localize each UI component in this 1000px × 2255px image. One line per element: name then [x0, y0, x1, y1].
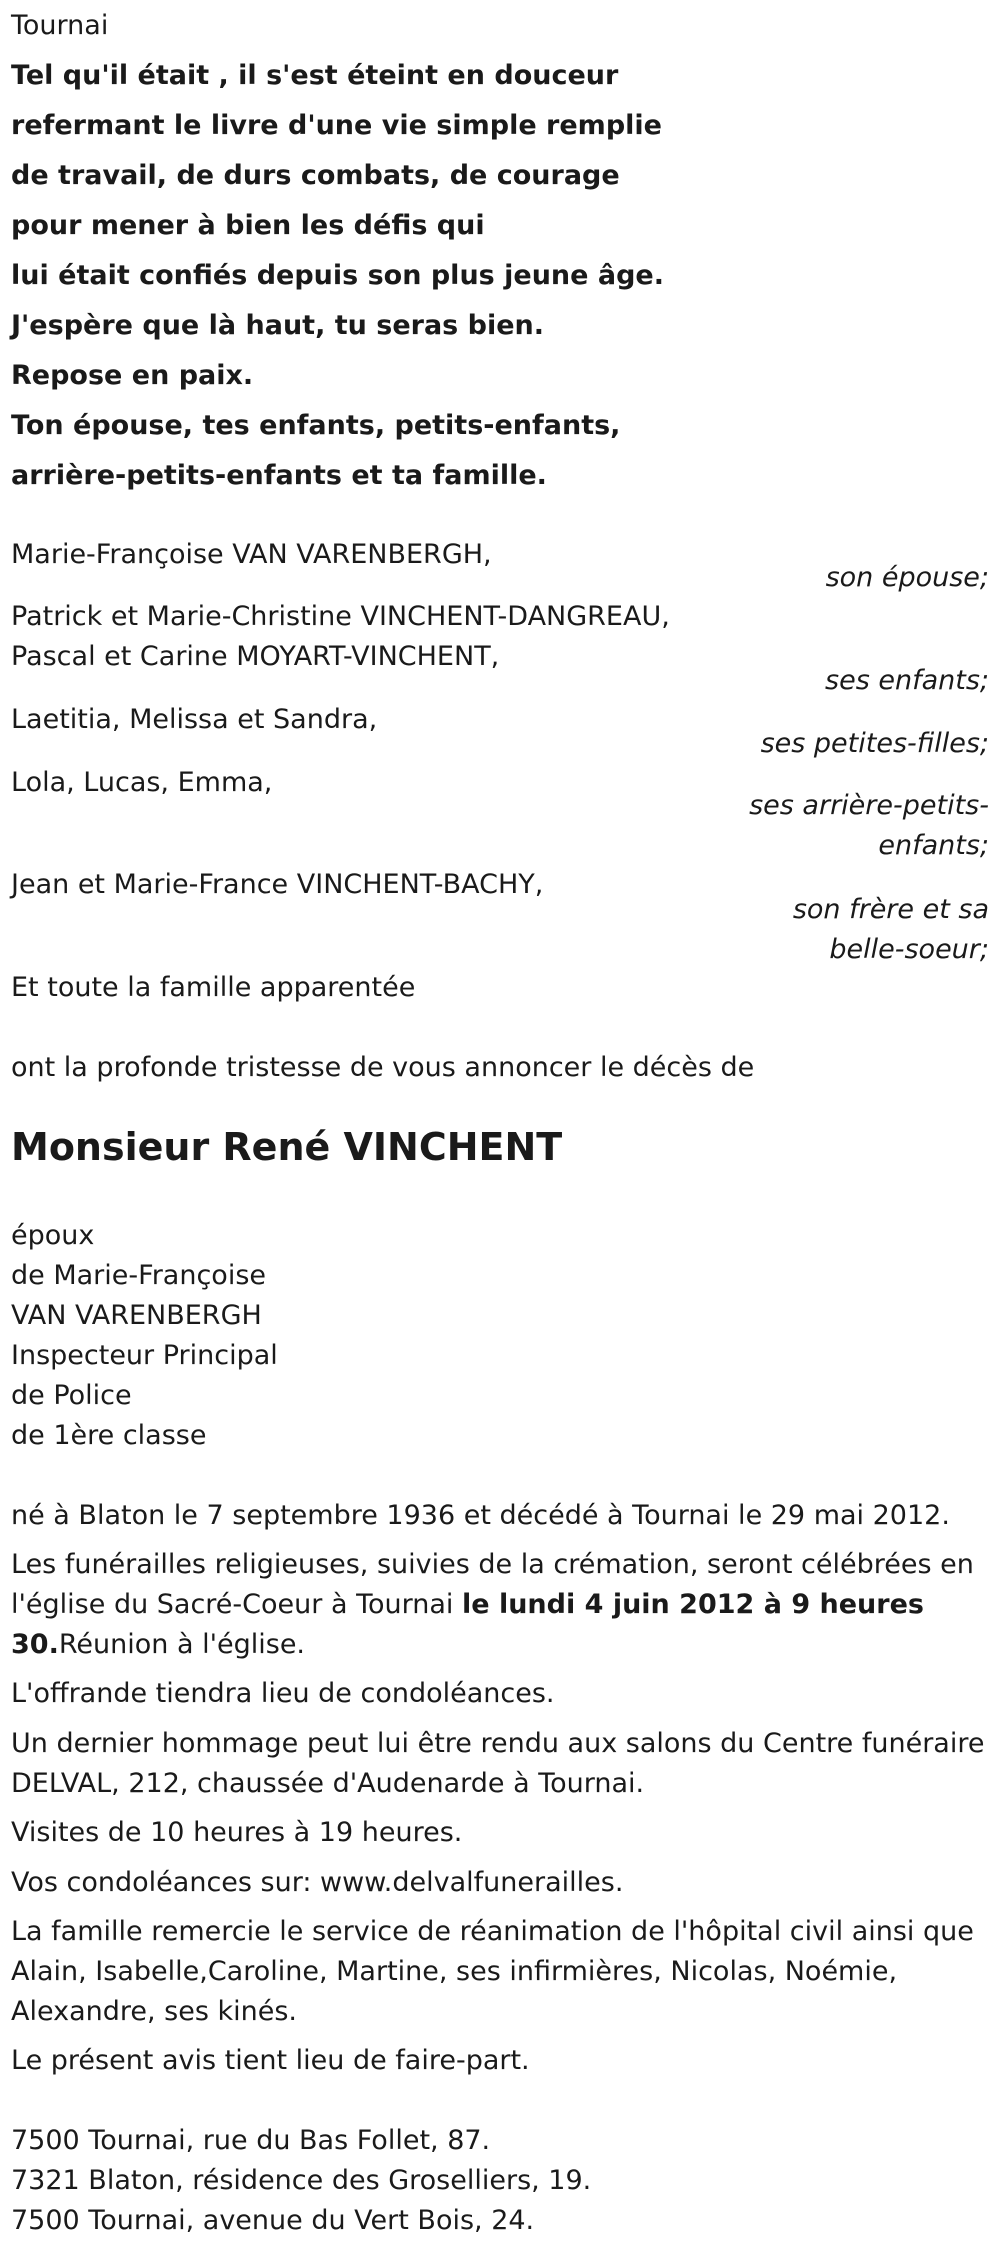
tribute-line: Un dernier hommage peut lui être rendu aux salons du Centre funéraire [11, 1728, 985, 1759]
funeral-text: Réunion à l'église. [58, 1629, 306, 1660]
funeral-text: l'église du Sacré-Coeur à Tournai [11, 1589, 462, 1620]
detail-line: de Police [11, 1380, 132, 1411]
poem-line: Repose en paix. [11, 360, 254, 391]
visits-hours: Visites de 10 heures à 19 heures. [11, 1817, 463, 1848]
spouse-relation: son épouse; [825, 562, 989, 593]
poem-line: de travail, de durs combats, de courage [11, 160, 620, 191]
thanks-line: Alexandre, ses kinés. [11, 1996, 298, 2027]
detail-line: de 1ère classe [11, 1420, 207, 1451]
address-line: 7321 Blaton, résidence des Groselliers, 19. [11, 2165, 592, 2196]
children-relation: ses enfants; [825, 665, 989, 696]
extended-family: Et toute la famille apparentée [11, 972, 416, 1003]
sibling-name: Jean et Marie-France VINCHENT-BACHY, [11, 869, 544, 900]
poem-line: arrière-petits-enfants et ta famille. [11, 460, 547, 491]
poem-line: J'espère que là haut, tu seras bien. [11, 310, 545, 341]
detail-line: VAN VARENBERGH [11, 1300, 262, 1331]
poem-line: lui était confiés depuis son plus jeune âge. [11, 260, 664, 291]
great-grandchildren-relation: enfants; [878, 830, 989, 861]
condolences-website: Vos condoléances sur: www.delvalfunerailles. [11, 1867, 624, 1898]
funeral-date: le lundi 4 juin 2012 à 9 heures [461, 1589, 924, 1620]
spouse-name: Marie-Françoise VAN VARENBERGH, [11, 539, 492, 570]
address-line: 7500 Tournai, rue du Bas Follet, 87. [11, 2125, 491, 2156]
great-grandchildren-relation: ses arrière-petits- [749, 790, 989, 821]
grandchildren-relation: ses petites-filles; [760, 728, 989, 759]
funeral-line [11, 1625, 305, 1665]
children-name: Pascal et Carine MOYART-VINCHENT, [11, 641, 500, 672]
poem-line: refermant le livre d'une vie simple remplie [11, 110, 662, 141]
birth-death: né à Blaton le 7 septembre 1936 et décédé à Tournai le 29 mai 2012. [11, 1500, 950, 1531]
funeral-line [11, 1585, 924, 1625]
notice: Le présent avis tient lieu de faire-part. [11, 2045, 530, 2076]
tribute-line: DELVAL, 212, chaussée d'Audenarde à Tournai. [11, 1768, 645, 1799]
grandchildren-name: Laetitia, Melissa et Sandra, [11, 704, 378, 735]
address-line: 7500 Tournai, avenue du Vert Bois, 24. [11, 2205, 535, 2236]
funeral-line: Les funérailles religieuses, suivies de la crémation, seront célébrées en [11, 1549, 974, 1580]
great-grandchildren-name: Lola, Lucas, Emma, [11, 767, 273, 798]
thanks-line: Alain, Isabelle,Caroline, Martine, ses infirmières, Nicolas, Noémie, [11, 1956, 898, 1987]
detail-line: Inspecteur Principal [11, 1340, 278, 1371]
sibling-relation: son frère et sa [792, 894, 989, 925]
funeral-time: 30. [11, 1629, 59, 1660]
sibling-relation: belle-soeur; [829, 934, 989, 965]
detail-line: époux [11, 1220, 95, 1251]
detail-line: de Marie-Françoise [11, 1260, 266, 1291]
poem-line: Tel qu'il était , il s'est éteint en douceur [11, 60, 619, 91]
poem-line: Ton épouse, tes enfants, petits-enfants, [11, 410, 621, 441]
thanks-line: La famille remercie le service de réanimation de l'hôpital civil ainsi que [11, 1916, 974, 1947]
city-heading: Tournai [11, 10, 109, 41]
announcement: ont la profonde tristesse de vous annoncer le décès de [11, 1052, 755, 1083]
children-name: Patrick et Marie-Christine VINCHENT-DANGREAU, [11, 601, 670, 632]
offering-note: L'offrande tiendra lieu de condoléances. [11, 1678, 555, 1709]
deceased-name: Monsieur René VINCHENT [11, 1125, 563, 1169]
poem-line: pour mener à bien les défis qui [11, 210, 485, 241]
